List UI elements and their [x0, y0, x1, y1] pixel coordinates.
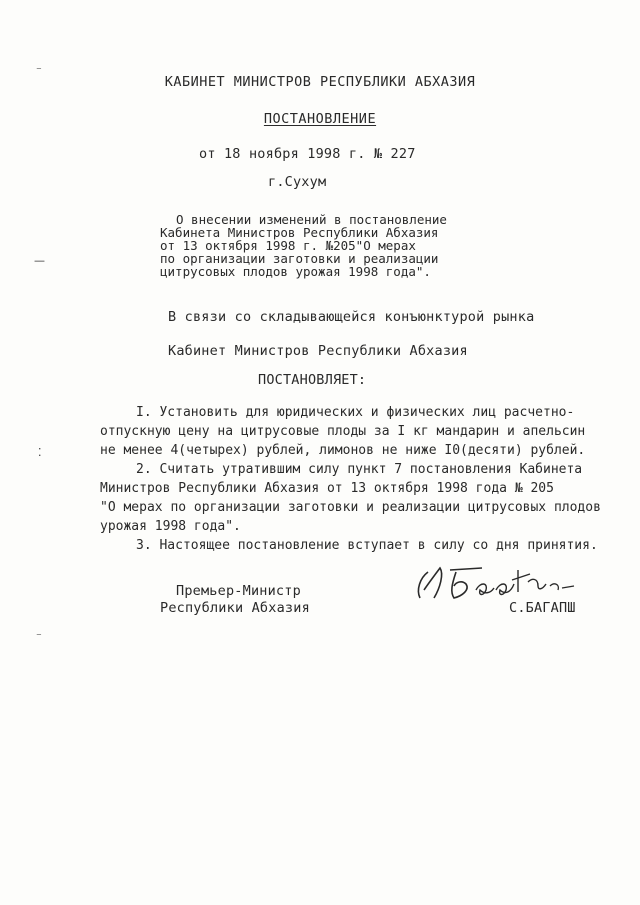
scan-mark-hole: ⁚ — [38, 446, 42, 459]
subject-line: по организации заготовки и реализации — [160, 251, 439, 266]
scan-mark-mid: — — [34, 254, 45, 267]
subject-line: цитрусовых плодов урожая 1998 года". — [160, 264, 431, 279]
signatory-name: С.БАГАПШ — [509, 600, 576, 616]
resolution-line: "О мерах по организации заготовки и реализации цитрусовых плодов — [100, 500, 601, 515]
scan-mark-top: ⁻ — [36, 64, 42, 77]
resolution-line: урожая 1998 года". — [100, 519, 241, 534]
resolves-heading: ПОСТАНОВЛЯЕТ: — [258, 372, 367, 388]
resolution-line: отпускную цену на цитрусовые плоды за I кг мандарин и апельсин — [100, 424, 586, 439]
signatory-title: Республики Абхазия — [160, 600, 310, 616]
resolution-line: 3. Настоящее постановление вступает в силу со дня принятия. — [136, 538, 598, 553]
scan-mark-bottom: ⁻ — [36, 630, 42, 643]
subject-line: О внесении изменений в постановление — [176, 212, 447, 227]
document-type: ПОСТАНОВЛЕНИЕ — [263, 111, 377, 127]
date-number: от 18 ноября 1998 г. № 227 — [199, 146, 416, 162]
subject-line: от 13 октября 1998 г. №205"О мерах — [160, 238, 416, 253]
organization-title: КАБИНЕТ МИНИСТРОВ РЕСПУБЛИКИ АБХАЗИЯ — [164, 74, 476, 90]
resolution-line: I. Установить для юридических и физических лиц расчетно- — [136, 405, 575, 420]
signatory-title: Премьер-Министр — [176, 583, 301, 599]
resolution-items — [100, 403, 601, 555]
resolution-line: не менее 4(четырех) рублей, лимонов не ниже I0(десяти) рублей. — [100, 443, 586, 458]
preamble-line: В связи со складывающейся конъюнктурой рынка — [168, 309, 535, 325]
subject-line: Кабинета Министров Республики Абхазия — [160, 225, 439, 240]
preamble-issuer: Кабинет Министров Республики Абхазия — [168, 343, 468, 359]
city: г.Сухум — [268, 174, 327, 190]
resolution-line: 2. Считать утратившим силу пункт 7 постановления Кабинета — [136, 462, 583, 477]
subject-block — [160, 213, 447, 278]
resolution-line: Министров Республики Абхазия от 13 октября 1998 года № 205 — [100, 481, 554, 496]
